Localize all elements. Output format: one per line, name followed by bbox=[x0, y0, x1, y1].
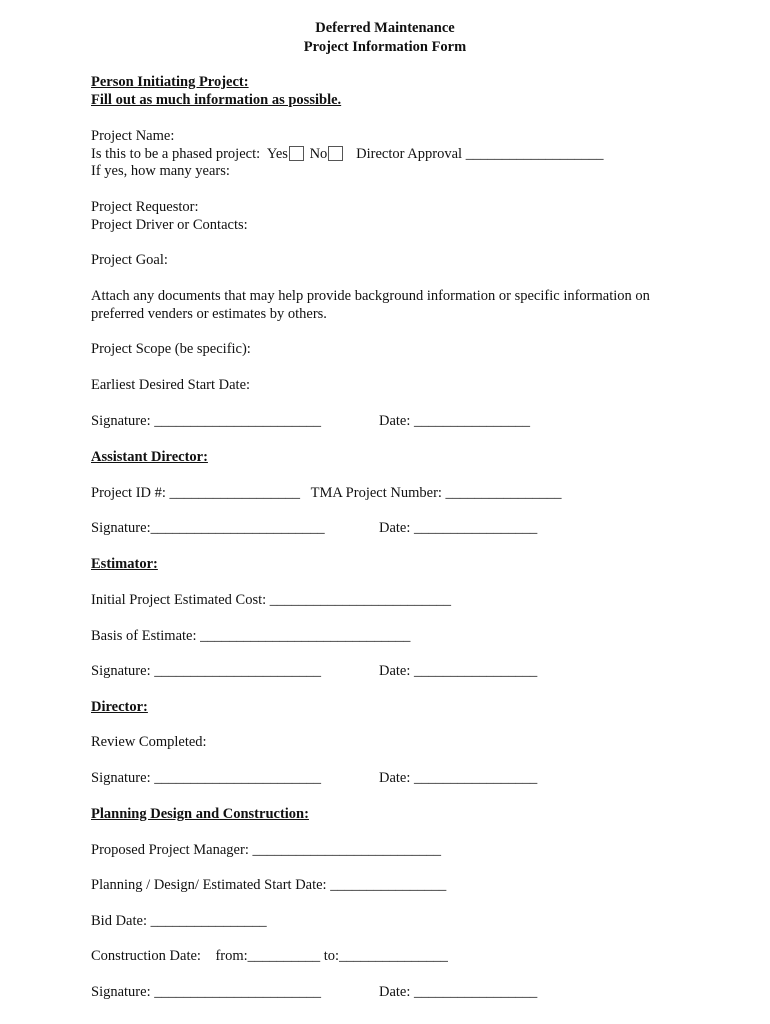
project-goal-label: Project Goal: bbox=[91, 252, 168, 268]
how-many-years-label: If yes, how many years: bbox=[91, 163, 230, 179]
section-heading-assistant-director: Assistant Director: bbox=[91, 449, 208, 465]
section-heading-pdc: Planning Design and Construction: bbox=[91, 806, 309, 822]
initial-cost-field[interactable]: Initial Project Estimated Cost: _________________________ bbox=[91, 592, 452, 608]
estimator-signature-field[interactable]: Signature: _______________________ bbox=[91, 663, 321, 679]
start-date-label: Earliest Desired Start Date: bbox=[91, 377, 251, 393]
instruction-text: Fill out as much information as possible. bbox=[91, 92, 342, 108]
no-checkbox[interactable] bbox=[328, 146, 343, 161]
director-signature-field[interactable]: Signature: _______________________ bbox=[91, 770, 321, 786]
initiator-signature-field[interactable]: Signature: _______________________ bbox=[91, 413, 321, 429]
project-driver-label: Project Driver or Contacts: bbox=[91, 217, 248, 233]
bid-date-field[interactable]: Bid Date: ________________ bbox=[91, 913, 267, 929]
form-subtitle: Project Information Form bbox=[303, 39, 467, 55]
review-completed-label: Review Completed: bbox=[91, 734, 207, 750]
project-name-label: Project Name: bbox=[91, 128, 175, 144]
director-approval-field[interactable]: Director Approval ___________________ bbox=[345, 146, 604, 162]
pdc-date-field[interactable]: Date: _________________ bbox=[379, 984, 538, 1000]
pdc-signature-field[interactable]: Signature: _______________________ bbox=[91, 984, 321, 1000]
basis-of-estimate-field[interactable]: Basis of Estimate: _____________________________ bbox=[91, 628, 411, 644]
project-id-row[interactable]: Project ID #: __________________ TMA Project Number: ________________ bbox=[91, 485, 562, 501]
estimator-date-field[interactable]: Date: _________________ bbox=[379, 663, 538, 679]
phased-project-row bbox=[91, 145, 603, 163]
yes-checkbox[interactable] bbox=[289, 146, 304, 161]
project-requestor-label: Project Requestor: bbox=[91, 199, 199, 215]
assistant-director-date-field[interactable]: Date: _________________ bbox=[379, 520, 538, 536]
assistant-director-signature-field[interactable]: Signature:________________________ bbox=[91, 520, 325, 536]
no-label: No bbox=[305, 146, 328, 162]
section-heading-director: Director: bbox=[91, 699, 148, 715]
initiator-date-field[interactable]: Date: ________________ bbox=[379, 413, 531, 429]
form-title: Deferred Maintenance bbox=[315, 20, 455, 36]
attach-documents-text-line1: Attach any documents that may help provide background information or specific information on bbox=[91, 288, 650, 304]
section-heading-estimator: Estimator: bbox=[91, 556, 158, 572]
section-heading-initiator: Person Initiating Project: bbox=[91, 74, 249, 90]
attach-documents-text-line2: preferred venders or estimates by others. bbox=[91, 306, 327, 322]
phased-question-label: Is this to be a phased project: Yes bbox=[91, 146, 288, 162]
director-date-field[interactable]: Date: _________________ bbox=[379, 770, 538, 786]
project-scope-label: Project Scope (be specific): bbox=[91, 341, 251, 357]
planning-start-date-field[interactable]: Planning / Design/ Estimated Start Date: ________________ bbox=[91, 877, 447, 893]
project-manager-field[interactable]: Proposed Project Manager: __________________________ bbox=[91, 842, 441, 858]
construction-date-field[interactable]: Construction Date: from:__________ to:_______________ bbox=[91, 948, 448, 964]
